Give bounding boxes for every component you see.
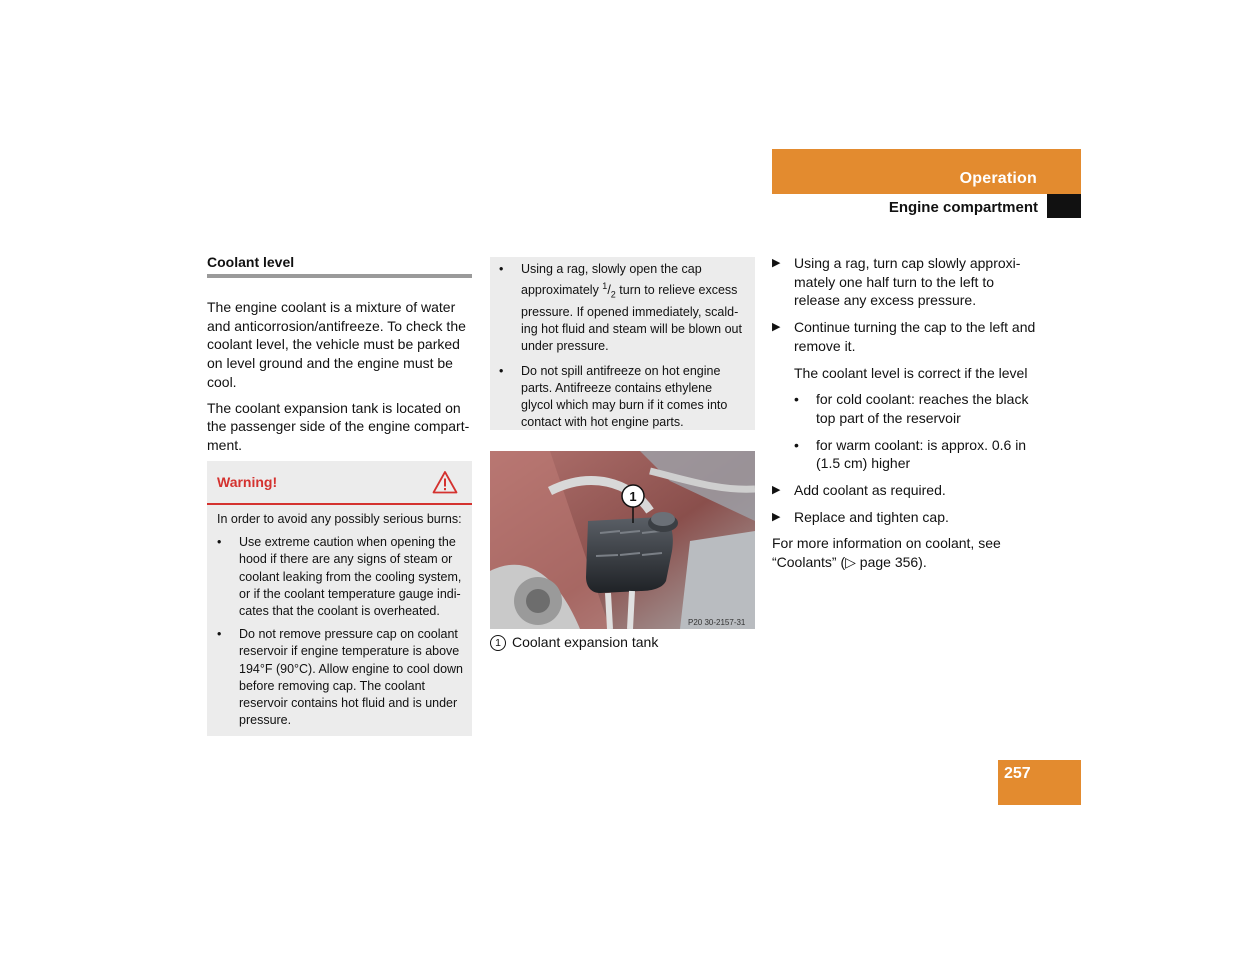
procedure-column (772, 254, 1042, 572)
warning-item: • Use extreme caution when opening the hood if there are any signs of steam or coolant leaking from the cooling system, or if the coolant temperature gauge indi-cates that the coolant is overheated. (217, 535, 462, 619)
level-intro: The coolant level is correct if the level (794, 364, 1028, 381)
warning-intro: In order to avoid any possibly serious burns: (217, 512, 462, 526)
level-item: • for cold coolant: reaches the black top part of the reservoir (794, 391, 1029, 426)
photo-callout-label: 1 (629, 489, 637, 504)
coolant-level-title: Coolant level (207, 254, 472, 278)
caption-text: Coolant expansion tank (512, 634, 659, 650)
section-title: Engine compartment (888, 199, 1038, 216)
photo-caption (490, 634, 658, 651)
instruction-step: ▶ Continue turning the cap to the left and remove it. (772, 319, 1036, 354)
chapter-title: Operation (959, 170, 1037, 187)
warning-triangle-icon (432, 470, 458, 494)
chapter-header-bar (772, 149, 1081, 194)
intro-paragraph: The engine coolant is a mixture of water and anticorrosion/antifreeze. To check the coolant level, the vehicle must be parked on level ground and the engine must be cool. (207, 299, 466, 390)
note-item: • Do not spill antifreeze on hot engine parts. Antifreeze contains ethylene glycol which may burn if it comes into contact with hot engine parts. (499, 363, 728, 430)
more-info-text: For more information on coolant, see “Coolants” (▷ page 356). (772, 535, 1001, 571)
page-number: 257 (1004, 765, 1031, 782)
page-number-tab (998, 760, 1081, 805)
note-item: • Using a rag, slowly open the cap approximately $^1/_2$ turn to relieve excess pressure. If opened immediately, scald-ing hot fluid and steam will be blown out under pressure. (499, 262, 742, 354)
caution-note-box (490, 257, 755, 430)
level-item: • for warm coolant: is approx. 0.6 in (1.5 cm) higher (794, 436, 1027, 472)
photo-code: P20 30-2157-31 (688, 618, 746, 627)
caption-number: 1 (490, 635, 506, 651)
warning-title: Warning! (217, 474, 278, 490)
instruction-step: ▶ Replace and tighten cap. (772, 508, 949, 525)
coolant-level-section (207, 254, 472, 455)
engine-compartment-photo (490, 451, 755, 629)
location-paragraph: The coolant expansion tank is located on the passenger side of the engine compart-ment. (207, 399, 470, 453)
instruction-step: ▶ Using a rag, turn cap slowly approxi-mately one half turn to the left to release any excess pressure. (772, 255, 1021, 309)
section-marker (1047, 194, 1081, 218)
instruction-step: ▶ Add coolant as required. (772, 482, 946, 499)
warning-item: • Do not remove pressure cap on coolant reservoir if engine temperature is above 194°F (90°C). Allow engine to cool down before removing cap. The coolant reservoir contains hot fluid and is under pressure. (217, 627, 464, 728)
warning-box (207, 461, 472, 736)
warning-header (207, 461, 472, 505)
